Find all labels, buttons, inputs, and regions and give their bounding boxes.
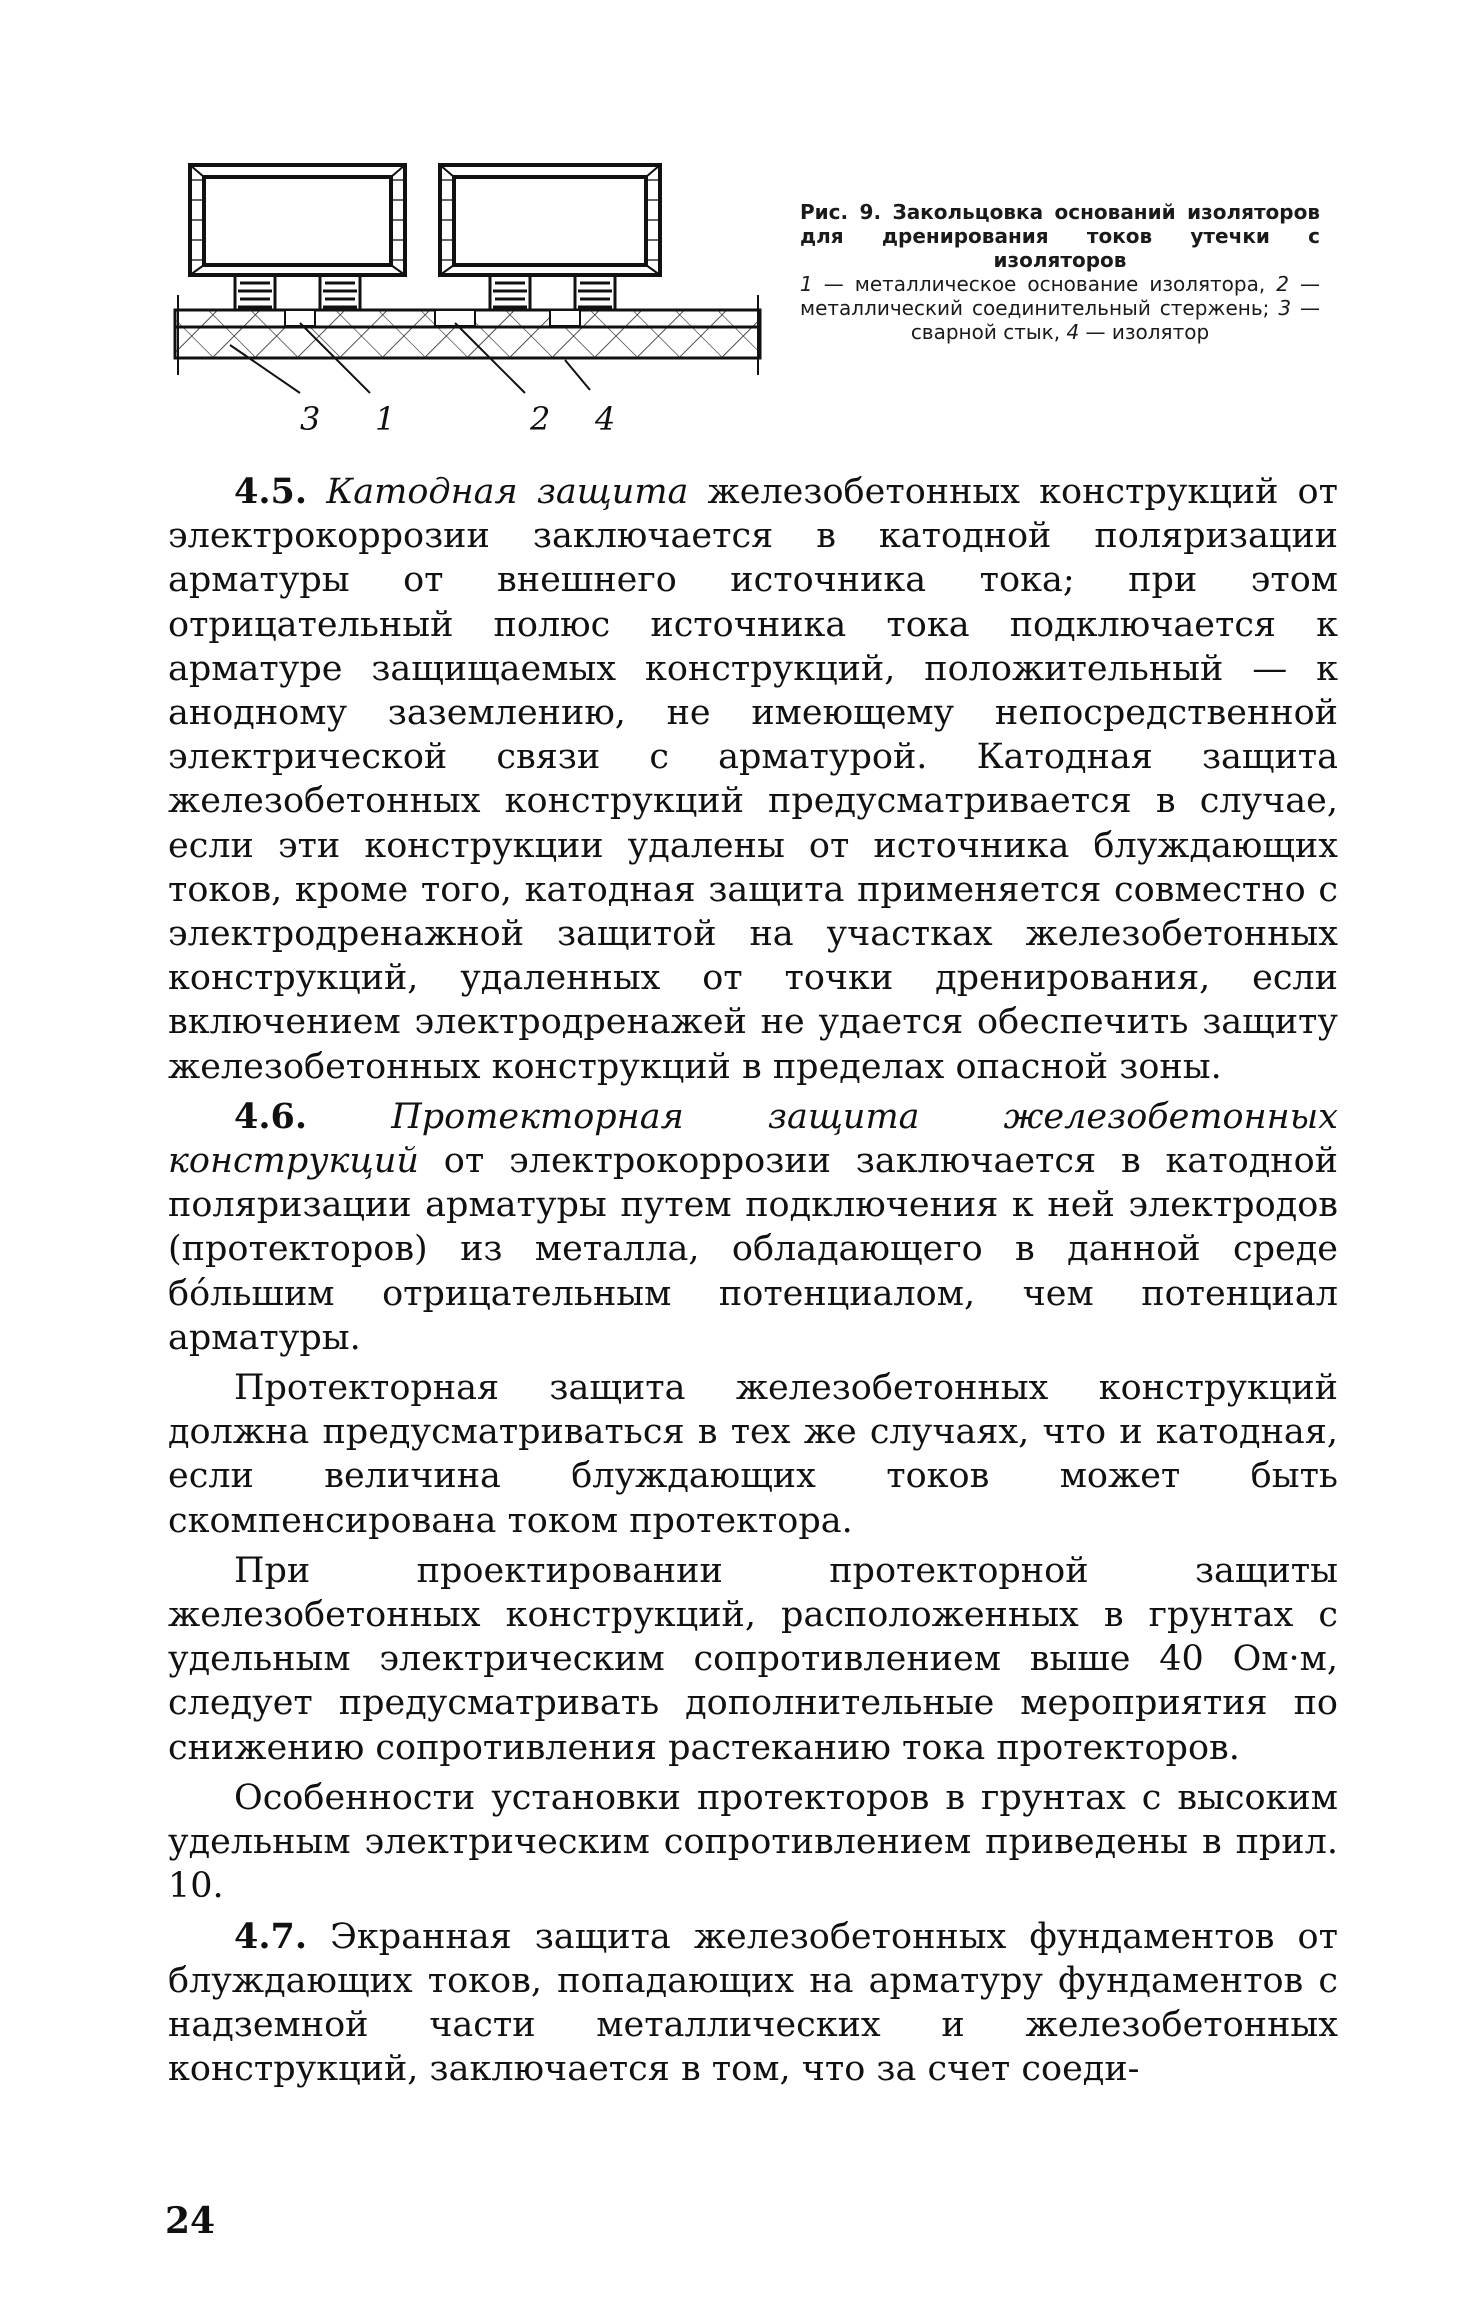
section-number: 4.6. [234, 1095, 308, 1137]
paragraph-4-6 [168, 1095, 1338, 1360]
label-4: 4 [595, 400, 616, 435]
section-number: 4.5. [234, 471, 308, 512]
legend-num: 4 [1066, 320, 1080, 344]
label-1: 1 [375, 400, 396, 435]
paragraph-text: железобетонных фундаментов от блуждающих токов, попадающих на арматуру фундаментов с надземной части металлических и железобетонных конструкций, заключается в том, что за счет соеди- [168, 1916, 1338, 2090]
page-number: 24 [165, 2200, 216, 2242]
section-number: 4.7. [234, 1915, 308, 1957]
paragraph-text: от электрокоррозии заключается в катодной поляризации арматуры путем подключения к ней электродов (протекторов) из металла, обладающего в данной среде бо́льшим отрицательным потенциалом, чем потенциал арматуры. [168, 1141, 1338, 1358]
legend-text: — сварной стык, [910, 296, 1320, 344]
figure-9 [170, 145, 1320, 435]
insulator-right [440, 165, 660, 275]
label-3: 3 [300, 400, 321, 435]
section-term: Катодная защита [326, 472, 689, 512]
insulator-stacks [235, 275, 615, 310]
legend-text: — металлический соединительный стержень; [800, 272, 1320, 320]
body-text [168, 470, 1338, 2097]
legend-num: 1 [800, 272, 813, 296]
paragraph-text: Особенности установки протекторов в грунтах с высоким удельным электрическим сопротивлением приведены в прил. 10. [168, 1777, 1338, 1907]
insulator-left [190, 165, 405, 275]
paragraph-text: железобетонных конструкций от электрокоррозии заключается в катодной поляризации арматуры от внешнего источника тока; при этом отрицательный полюс источника тока подключается к арматуре защищаемых конструкций, положительный — к анодному заземлению, не имеющему непосредственной электрической связи с арматурой. Катодная защита железобетонных конструкций предусматривается в случае, если эти конструкции удалены от источника блуждающих токов, кроме того, катодная защита применяется совместно с электродренажной защитой на участках железобетонных конструкций, удаленных от точки дренирования, если включением электродренажей не удается обеспечить защиту железобетонных конструкций в пределах опасной зоны. [168, 472, 1338, 1087]
legend-text: — изолятор [1085, 320, 1210, 344]
legend-num: 3 [1278, 296, 1292, 320]
paragraph-text: Протекторная защита железобетонных конструкций должна предусматриваться в тех же случаях, что и катодная, если величина блуждающих токов может быть скомпенсирована током протектора. [168, 1368, 1338, 1541]
paragraph [168, 1366, 1338, 1543]
paragraph [168, 1549, 1338, 1770]
figure-caption [800, 200, 1320, 344]
legend-num: 2 [1276, 272, 1289, 296]
section-term: Экранная защита [330, 1916, 671, 1957]
caption-title: Рис. 9. Закольцовка оснований изоляторов для дренирования токов утечки с изоляторов [800, 200, 1320, 272]
paragraph-text: При проектировании протекторной защиты железобетонных конструкций, расположенных в грунтах с удельным электрическим сопротивлением выше 40 Ом·м, следует предусматривать дополнительные мероприятия по снижению сопротивления растеканию тока протекторов. [168, 1550, 1338, 1768]
caption-legend [800, 272, 1320, 344]
paragraph-4-5 [168, 470, 1338, 1089]
section-term: Протекторная защита железобетонных конструкций [168, 1096, 1338, 1182]
insulator-diagram [170, 145, 770, 435]
paragraph [168, 1776, 1338, 1909]
paragraph-4-7 [168, 1915, 1338, 2092]
label-2: 2 [530, 400, 551, 435]
legend-text: — металлическое основание изолятора, [823, 272, 1266, 296]
